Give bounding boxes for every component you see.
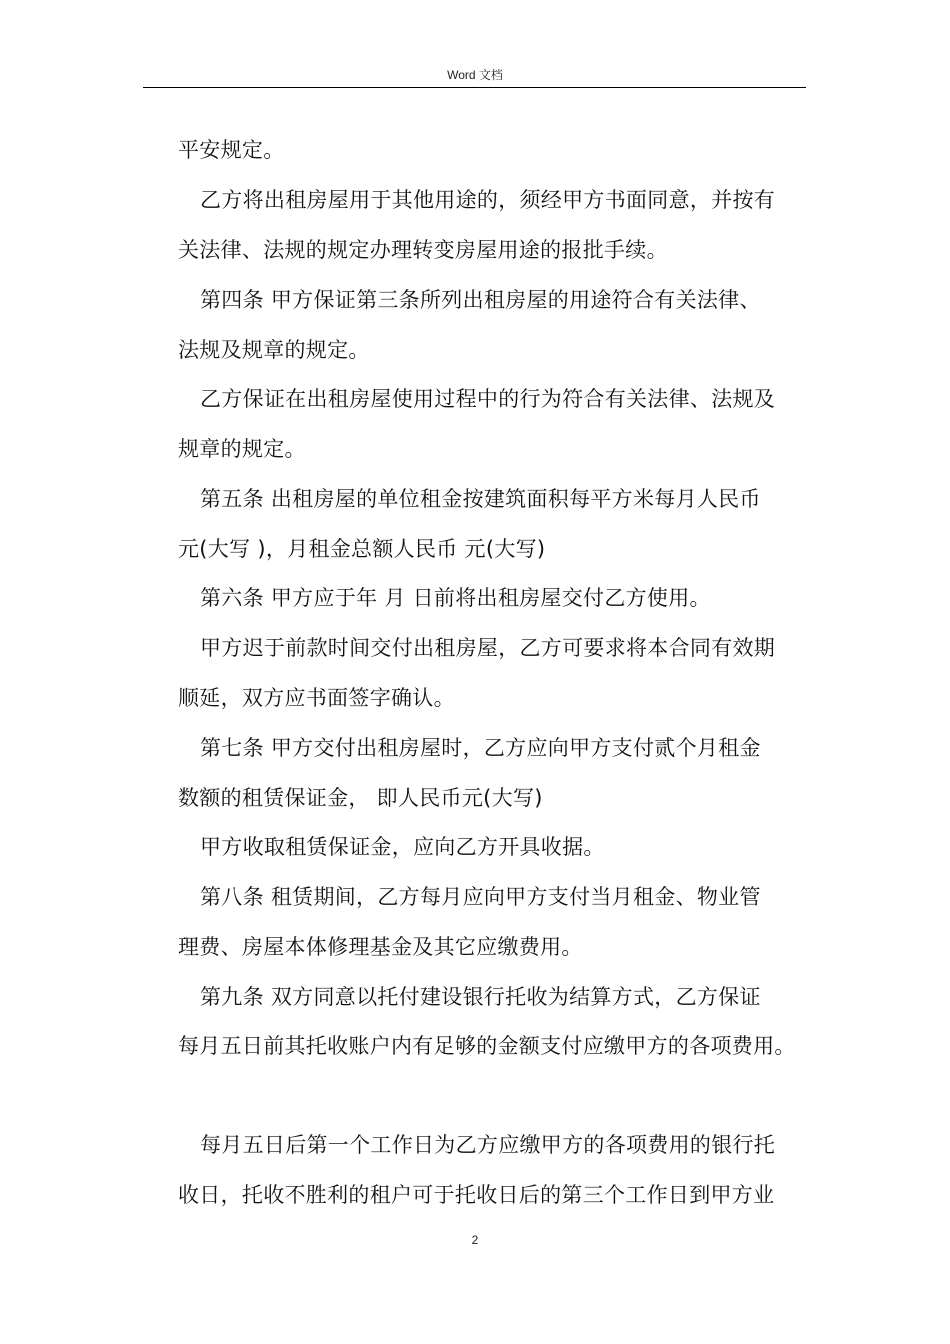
text-line: 乙方保证在出租房屋使用过程中的行为符合有关法律、法规及 bbox=[200, 387, 776, 411]
header-title: Word 文档 bbox=[447, 68, 503, 82]
text-line: 第九条 双方同意以托付建设银行托收为结算方式，乙方保证 bbox=[200, 985, 761, 1009]
text-line: 甲方迟于前款时间交付出租房屋，乙方可要求将本合同有效期 bbox=[200, 636, 776, 660]
text-line: 第五条 出租房屋的单位租金按建筑面积每平方米每月人民币 bbox=[200, 487, 761, 511]
text-line: 每月五日后第一个工作日为乙方应缴甲方的各项费用的银行托 bbox=[200, 1133, 776, 1157]
text-line: 关法律、法规的规定办理转变房屋用途的报批手续。 bbox=[178, 238, 668, 262]
header-divider bbox=[143, 87, 806, 88]
text-line: 第四条 甲方保证第三条所列出租房屋的用途符合有关法律、 bbox=[200, 288, 761, 312]
text-line: 法规及规章的规定。 bbox=[178, 338, 370, 362]
text-line: 收日，托收不胜利的租户可于托收日后的第三个工作日到甲方业 bbox=[178, 1183, 775, 1207]
text-line: 规章的规定。 bbox=[178, 437, 306, 461]
text-line: 平安规定。 bbox=[178, 138, 285, 162]
text-line: 元(大写 )，月租金总额人民币 元(大写) bbox=[178, 537, 546, 561]
text-line: 数额的租赁保证金， 即人民币元(大写) bbox=[178, 786, 543, 810]
text-line: 第八条 租赁期间，乙方每月应向甲方支付当月租金、物业管 bbox=[200, 885, 761, 909]
text-line: 甲方收取租赁保证金，应向乙方开具收据。 bbox=[200, 835, 605, 859]
text-line: 乙方将出租房屋用于其他用途的，须经甲方书面同意，并按有 bbox=[200, 188, 776, 212]
text-line: 顺延，双方应书面签字确认。 bbox=[178, 686, 455, 710]
page-number: 2 bbox=[471, 1233, 479, 1247]
text-line: 第六条 甲方应于年 月 日前将出租房屋交付乙方使用。 bbox=[200, 586, 711, 610]
text-line: 理费、房屋本体修理基金及其它应缴费用。 bbox=[178, 935, 583, 959]
text-line: 第七条 甲方交付出租房屋时，乙方应向甲方支付贰个月租金 bbox=[200, 736, 761, 760]
text-line: 每月五日前其托收账户内有足够的金额支付应缴甲方的各项费用。 bbox=[178, 1034, 796, 1058]
